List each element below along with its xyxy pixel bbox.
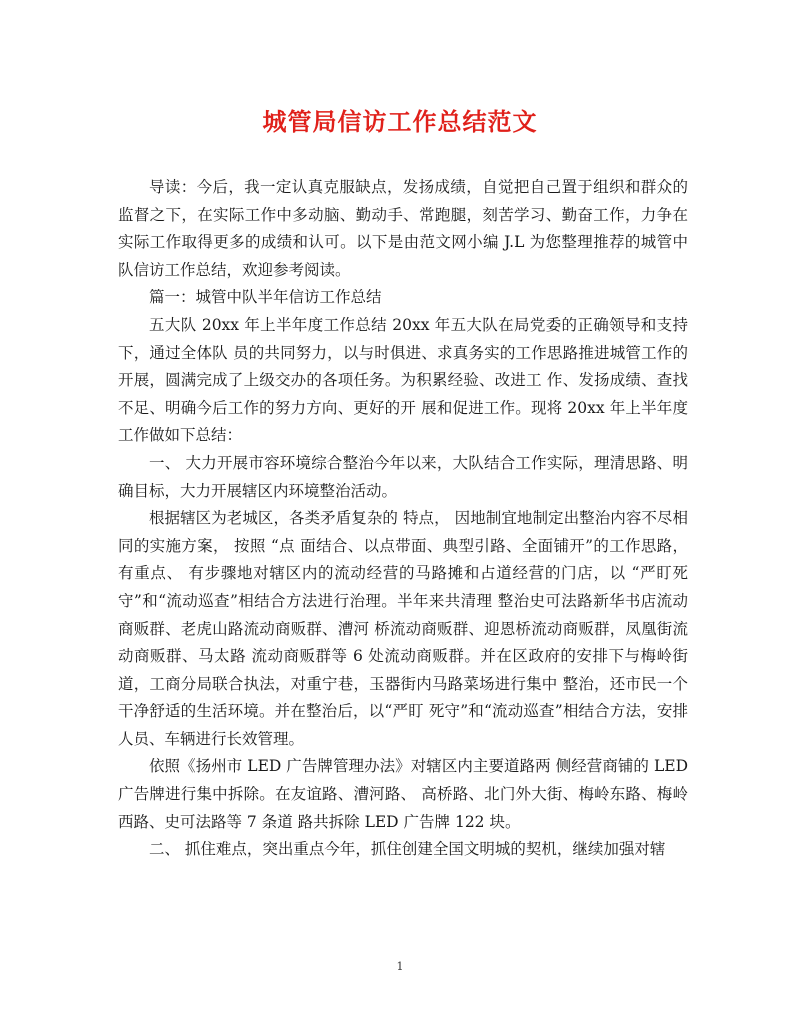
paragraph-item-one: 一、 大力开展市容环境综合整治今年以来，大队结合工作实际，理清思路、明确目标，大力开展辖区内环境整治活动。 <box>118 453 688 500</box>
paragraph-rectification: 根据辖区为老城区，各类矛盾复杂的 特点， 因地制宜地制定出整治内容不尽相同的实施方案， 按照 “点 面结合、以点带面、典型引路、全面铺开”的工作思路，有重点、 有步骤地对辖区内的流动经营的马路摊和占道经营的门店，以 “严盯死守”和“流动巡查”相结合方法进行治理。半年来共清理 整治史可法路新华书店流动商贩群、老虎山路流动商贩群、漕河 桥流动商贩群、迎恩桥流动商贩群，凤凰街流动商贩群、马太路 流动商贩群等 6 处流动商贩群。并在区政府的安排下与梅岭街 道，工商分局联合执法，对重宁巷，玉器街内马路菜场进行集中 整治，还市民一个干净舒适的生活环境。并在整治后，以“严盯 死守”和“流动巡查”相结合方法，安排人员、车辆进行长效管理。 <box>118 509 688 748</box>
paragraph-section-heading: 篇一：城管中队半年信访工作总结 <box>149 288 382 307</box>
document-body <box>118 174 688 864</box>
paragraph-intro: 导读：今后，我一定认真克服缺点，发扬成绩，自觉把自己置于组织和群众的监督之下，在实际工作中多动脑、勤动手、常跑腿，刻苦学习、勤奋工作，力争在实际工作取得更多的成绩和认可。以下是由范文网小编 J.L 为您整理推荐的城管中队信访工作总结，欢迎参考阅读。 <box>118 178 688 279</box>
paragraph-item-two: 二、 抓住难点，突出重点今年，抓住创建全国文明城的契机，继续加强对辖 <box>149 840 666 859</box>
paragraph-led-signs: 依照《扬州市 LED 广告牌管理办法》对辖区内主要道路两 侧经营商铺的 LED 广告牌进行集中拆除。在友谊路、漕河路、 高桥路、北门外大街、梅岭东路、梅岭西路、史可法路等 7 条道 路共拆除 LED 广告牌 122 块。 <box>118 757 688 831</box>
paragraph-summary: 五大队 20xx 年上半年度工作总结 20xx 年五大队在局党委的正确领导和支持下，通过全体队 员的共同努力，以与时俱进、求真务实的工作思路推进城管工作的开展，圆满完成了上级交办的各项任务。为积累经验、改进工 作、发扬成绩、查找不足、明确今后工作的努力方向、更好的开 展和促进工作。现将 20xx 年上半年度工作做如下总结： <box>118 315 688 445</box>
page-number: 1 <box>396 960 404 973</box>
document-title: 城管局信访工作总结范文 <box>262 107 538 136</box>
